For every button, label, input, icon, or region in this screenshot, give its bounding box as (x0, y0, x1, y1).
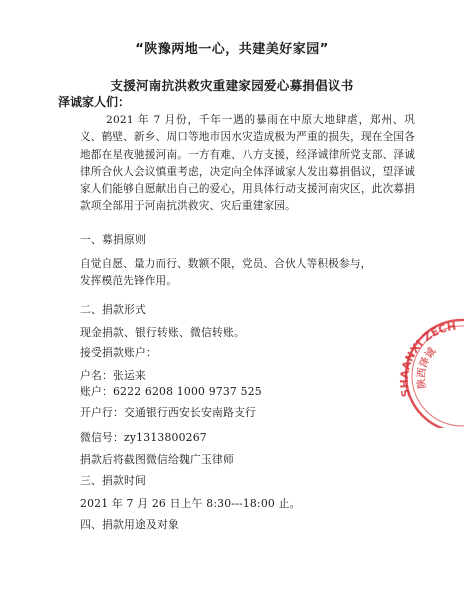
account-bank: 开户行：交通银行西安长安南路支行 (80, 406, 256, 419)
intro-paragraph: 2021 年 7 月份，千年一遇的暴雨在中原大地肆虐，郑州、巩义、鹤壁、新乡、周口等地市因水灾造成极为严重的损失，现在全国各地都在星夜驰援河南。一方有难、八方支援，经泽诚律所党支部、泽诚律所合伙人会议慎重考虑，决定向全体泽诚家人发出募捐倡议，望泽诚家人们能够自愿献出自己的爱心，用具体行动支援河南灾区，此次募捐款项全部用于河南抗洪救灾、灾后重建家园。 (80, 114, 415, 213)
donation-note: 捐款后将截图微信给魏广玉律师 (80, 453, 234, 466)
account-holder: 户名：张运来 (80, 369, 146, 382)
document-title: “陕豫两地一心，共建美好家园” (135, 42, 329, 57)
seal-text: SHAANXI ZECH (397, 319, 458, 399)
section4-heading: 四、捐款用途及对象 (80, 518, 179, 531)
section2-body: 现金捐款、银行转账、微信转账。 (80, 326, 245, 339)
account-number: 账户：6222 6208 1000 9737 525 (80, 385, 262, 398)
official-seal-icon (392, 318, 464, 428)
account-label: 接受捐款账户： (80, 346, 157, 359)
seal-cn-text: 陕西泽诚 (416, 346, 439, 390)
document-subtitle: 支援河南抗洪救灾重建家园爱心募捐倡议书 (110, 78, 354, 93)
wechat-id: 微信号：zy1313800267 (80, 431, 207, 444)
section2-heading: 二、捐款形式 (80, 303, 146, 316)
section1-body: 自觉自愿、量力而行、数额不限，党员、合伙人等积极参与，发挥模范先锋作用。 (80, 258, 372, 288)
section3-heading: 三、捐款时间 (80, 474, 146, 487)
section3-body: 2021 年 7 月 26 日上午 8:30---18:00 止。 (80, 497, 301, 510)
salutation: 泽诚家人们： (58, 95, 131, 109)
section1-heading: 一、募捐原则 (80, 233, 146, 246)
